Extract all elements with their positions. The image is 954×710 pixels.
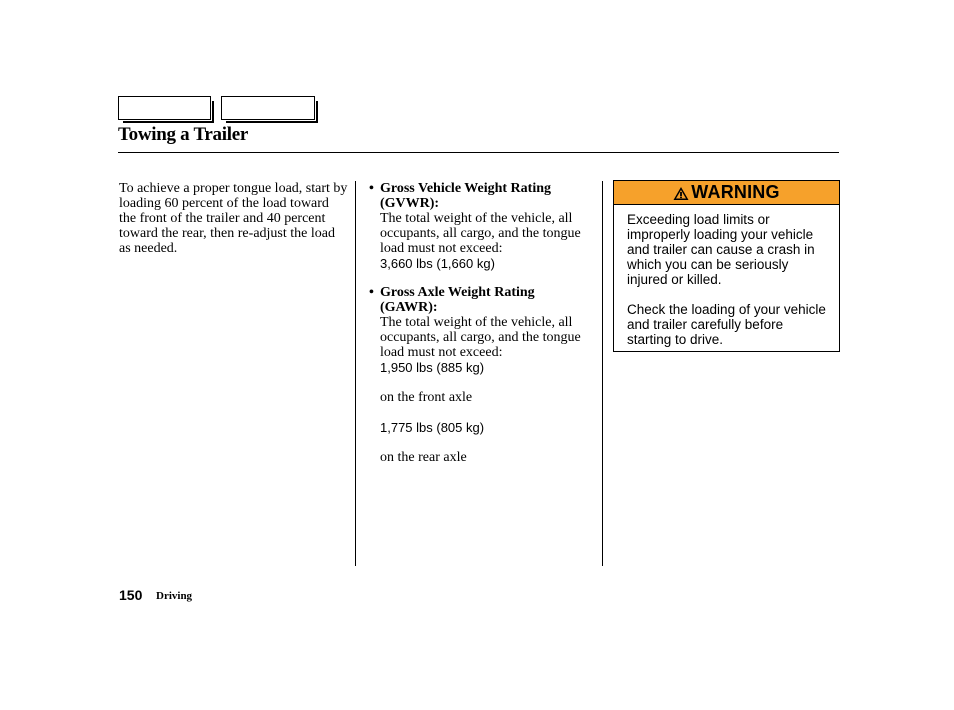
warning-label: WARNING <box>691 182 780 202</box>
gawr-front-label: on the front axle <box>380 390 473 405</box>
gvwr-heading: • Gross Vehicle Weight Rating (GVWR): <box>369 181 594 211</box>
nav-tab-box-2[interactable] <box>221 96 315 120</box>
section-name: Driving <box>156 590 193 602</box>
column-1 <box>119 181 349 256</box>
warning-body <box>614 205 839 347</box>
gawr-front-value: 1,950 lbs (885 kg) <box>380 360 485 375</box>
gawr-heading: • Gross Axle Weight Rating (GAWR): <box>369 285 594 315</box>
column-divider-1 <box>355 181 356 566</box>
warning-triangle-icon <box>673 185 689 200</box>
gawr-rear-label: on the rear axle <box>380 450 467 465</box>
warning-paragraph-2: Check the loading of your vehicle and trailer carefully before starting to drive. <box>627 302 826 347</box>
column-divider-2 <box>602 181 603 566</box>
warning-box <box>613 180 840 352</box>
gawr-text: The total weight of the vehicle, all occupants, all cargo, and the tongue load must not exceed: <box>380 315 581 360</box>
nav-tab-box-1[interactable] <box>118 96 211 120</box>
title-rule <box>118 152 839 153</box>
gawr-rear-value: 1,775 lbs (805 kg) <box>380 420 485 435</box>
gvwr-value: 3,660 lbs (1,660 kg) <box>380 256 495 271</box>
warning-header <box>614 181 839 205</box>
column-2 <box>369 181 594 465</box>
page-title: Towing a Trailer <box>118 124 248 145</box>
gvwr-text: The total weight of the vehicle, all occupants, all cargo, and the tongue load must not exceed: <box>380 211 581 256</box>
tongue-load-paragraph: To achieve a proper tongue load, start by loading 60 percent of the load toward the front of the trailer and 40 percent toward the rear, then re-adjust the load as needed. <box>119 181 348 256</box>
warning-paragraph-1: Exceeding load limits or improperly loading your vehicle and trailer can cause a crash in which you can be seriously injured or killed. <box>627 212 815 287</box>
page-number: 150 <box>119 587 143 603</box>
